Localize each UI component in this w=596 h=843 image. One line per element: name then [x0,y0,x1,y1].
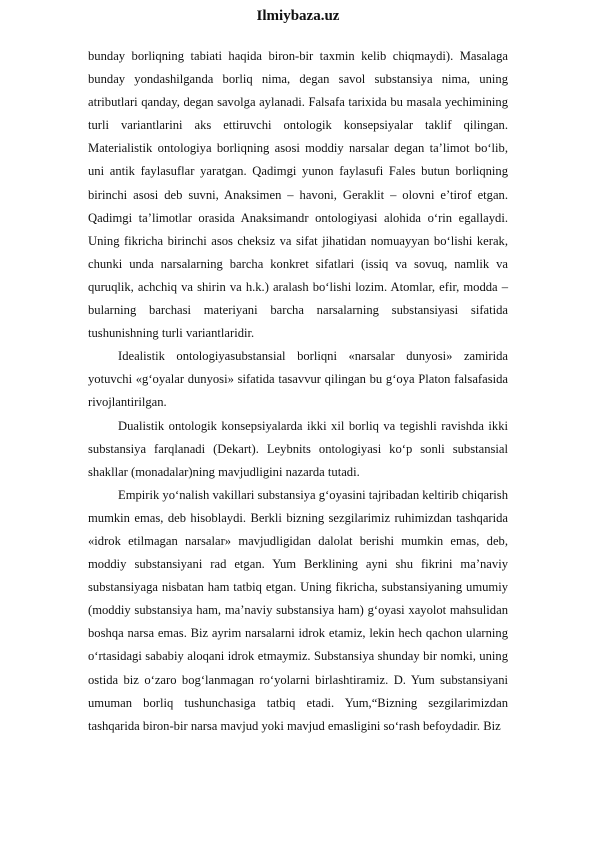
page-header [0,6,596,26]
paragraph: Idealistik ontologiyasubstansial borliqni «narsalar dunyosi» zamirida yotuvchi «g‘oyalar dunyosi» sifatida tasavvur qilingan bu g‘oya Platon falsafasida rivojlantirilgan. [88,349,508,410]
paragraph: Empirik yo‘nalish vakillari substansiya g‘oyasini tajribadan keltirib chiqarish mumkin emas, deb hisoblaydi. Berkli bizning sezgilarimiz ruhimizdan tashqarida «idrok etilmagan narsalar» mavjudligidan dalolat berishi mumkin emas, deb, moddiy substansiyani rad etgan. Yum Berklining ayni shu fikrini ma’naviy substansiyaga nisbatan ham tatbiq etgan. Uning fikricha, substansiyaning umumiy (moddiy substansiya ham, ma’naviy substansiya ham) g‘oyasi xayolot mahsulidan boshqa narsa emas. Biz ayrim narsalarni idrok etamiz, lekin hech qachon ularning o‘rtasidagi sababiy aloqani idrok etmaymiz. Substansiya shunday bir nomki, uning ostida biz o‘zaro bog‘lanmagan ro‘yolarni birlashtiramiz. D. Yum substansiyani umuman borliq tushunchasiga tatbiq etadi. Yum,“Bizning sezgilarimizdan tashqarida biron-bir narsa mavjud yoki mavjud emasligini so‘rash befoydadir. Biz [88,487,508,733]
document-body [88,45,508,738]
paragraph: bunday borliqning tabiati haqida biron-bir taxmin kelib chiqmaydi). Masalaga bunday yondashilganda borliq nima, degan savol substansiya nima, uning atributlari qanday, degan savolga aylanadi. Falsafa tarixida bu masala yechimining turli variantlarini aks ettiruvchi ontologik konsepsiyalar taklif qilingan. Materialistik ontologiya borliqning asosi moddiy narsalar degan ta’limot bo‘lib, uni antik faylasuflar yaratgan. Qadimgi yunon faylasufi Fales butun borliqning birinchi asosi deb suvni, Anaksimen – havoni, Geraklit – olovni e’tirof etgan. Qadimgi ta’limotlar orasida Anaksimandr ontologiyasi alohida o‘rin egallaydi. Uning fikricha birinchi asos cheksiz va sifat jihatidan nomuayyan bo‘lishi kerak, chunki unda narsalarning barcha konkret sifatlari (issiq va sovuq, namlik va quruqlik, achchiq va shirin va h.k.) aralash bo‘lishi lozim. Atomlar, efir, modda – bularning barchasi materiyani barcha narsalarning substansiyasi sifatida tushunishning turli variantlaridir. [88,49,508,341]
paragraph: Dualistik ontologik konsepsiyalarda ikki xil borliq va tegishli ravishda ikki substansiya farqlanadi (Dekart). Leybnits ontologiyasi ko‘p sonli substansial shakllar (monadalar)ning mavjudligini nazarda tutadi. [88,418,508,479]
site-name: Ilmiybaza.uz [256,8,340,24]
